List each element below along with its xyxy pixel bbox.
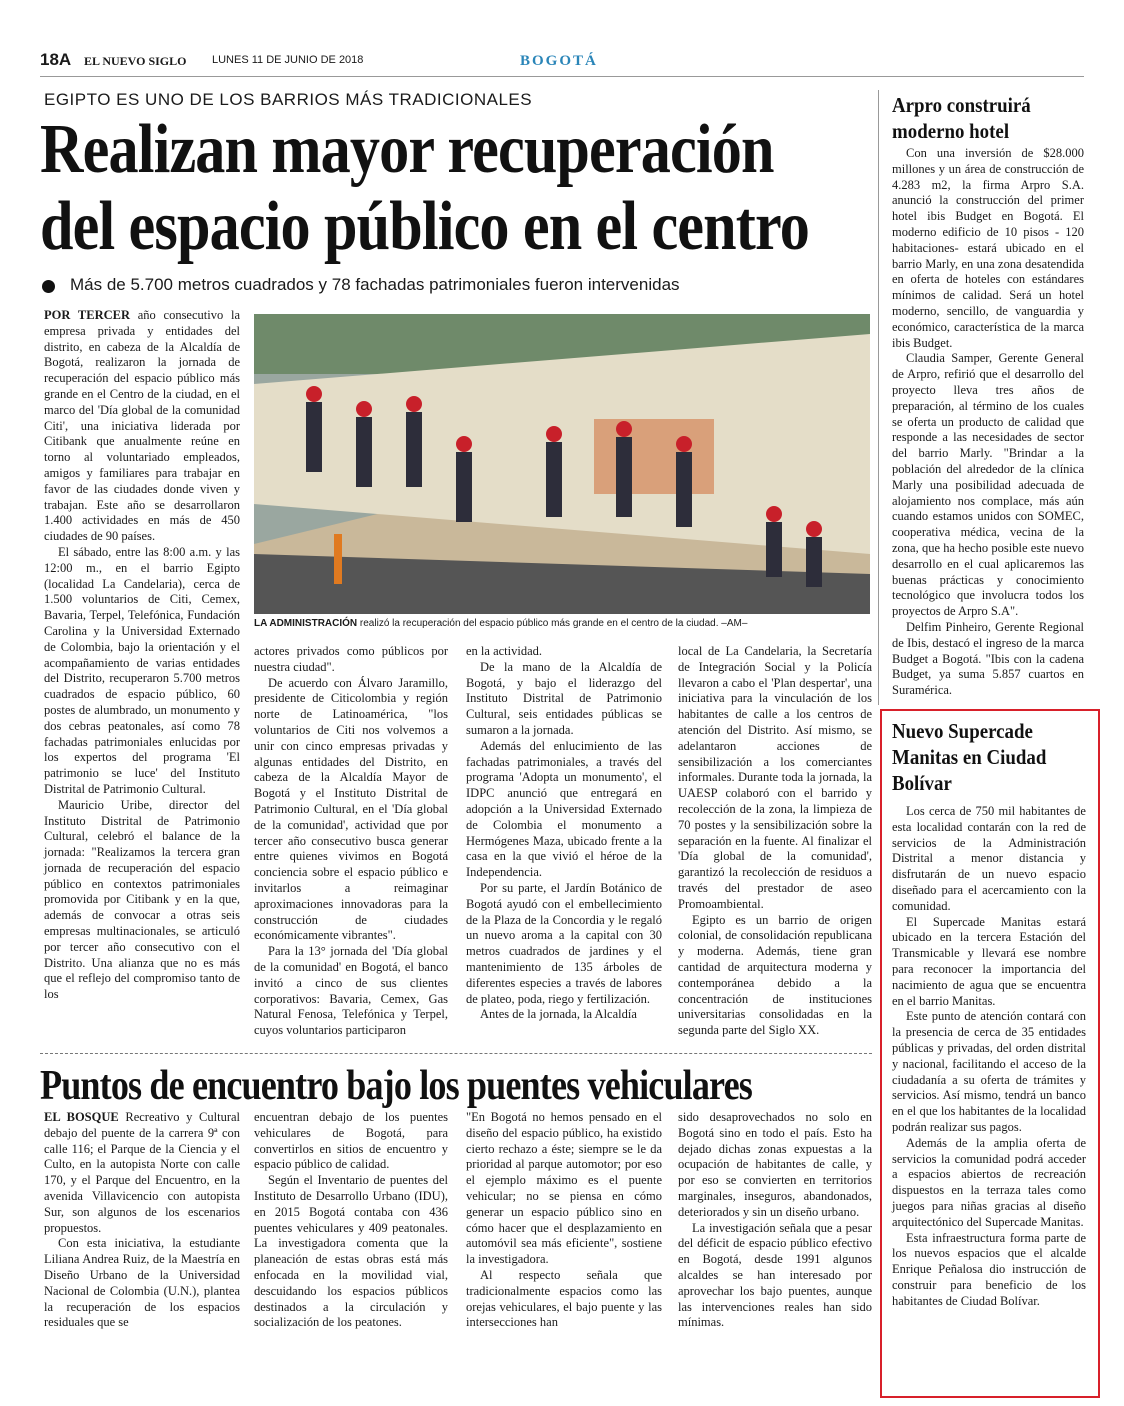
paragraph: Además de la amplia oferta de servicios la comunidad podrá acceder a espacios abiertos de recreación dispuestos en la terraza tales como juegos para niñas gracias al diseño arquitectónico del Supercade Manitas. (892, 1135, 1086, 1229)
paragraph: actores privados como públicos por nuestra ciudad". (254, 644, 448, 674)
second-column-2 (254, 1110, 448, 1331)
paragraph: El sábado, entre las 8:00 a.m. y las 12:00 m., en el barrio Egipto (localidad La Candelaria), cerca de 1.500 voluntarios de Citi, Cemex, Bavaria, Terpel, Telefónica, Fundación Carolina y la Universidad Externado de Colombia, bajo la orientación y el acompañamiento de varias entidades del Distrito, recuperaron 5.700 metros cuadrados de espacio público, 60 postes de alumbrado, un monumento y dos cebras peatonales, así como 78 fachadas patrimoniales enlucidas por los expertos del programa 'El patrimonio se luce' del Instituto Distrital de Patrimonio Cultural. (44, 544, 240, 796)
paragraph: Antes de la jornada, la Alcaldía (480, 1007, 637, 1022)
main-column-1 (44, 308, 240, 1003)
paragraph: Claudia Samper, Gerente General de Arpro, refirió que el desarrollo del proyecto lleva tres años de preparación, al término de los cuales se oferta un producto de calidad que responde a las necesidades de sector del barrio Marly. "Brindar a la población del alrededor de la clínica Marly una posibilidad adecuada de alojamiento nos complace, más aún cuando estamos unidos con SOMEC, cooperativa médica, vecina de la zona, que ha hecho posible este nuevo desarrollo en el cual aplicaremos las buenas prácticas y conocimiento tecnológico que involucra todos los proyectos de Arpro S.A". (892, 351, 1084, 619)
lead-words: POR TERCER (44, 308, 130, 322)
paragraph: Egipto es un barrio de origen colonial, de consolidación republicana y moderna. Además, tiene gran cantidad de arquitectura moderna y contemporánea debido a la concentración de instituciones universitarias consolidadas en la segunda parte del Siglo XX. (678, 912, 872, 1038)
page-header (40, 50, 1084, 76)
paragraph: Este punto de atención contará con la presencia de cerca de 35 entidades públicas y privadas, del orden distrital y nacional, facilitando el acceso de la ciudadanía a su oferta de trámites y servicios. Así mismo, tendrá un banco en el que los habitantes de la localidad podrán realizar sus pagos. (892, 1009, 1086, 1134)
bullet-icon (42, 280, 55, 293)
section-name: BOGOTÁ (520, 53, 598, 69)
paragraph: Por su parte, el Jardín Botánico de Bogotá ayudó con el embellecimiento de la Plaza de la Concordia y le regaló un nuevo aroma a la capital con 30 metros cuadrados de jardines y el mantenimiento de 135 árboles de diferentes especies a través de labores de plateo, poda, riego y fertilización. (466, 880, 662, 1006)
caption-lead: LA ADMINISTRACIÓN (254, 618, 358, 629)
paragraph: Recreativo y Cultural debajo del puente de la carrera 9ª con calle 116; el Parque de la Ciencia y el Culto, en la autopista Norte con calle 170, y el Parque del Encuentro, en la avenida Villavicencio con autopista Sur, son algunos de los escenarios propuestos. (44, 1110, 240, 1235)
paragraph: local de La Candelaria, la Secretaría de Integración Social y la Policía llevaron a cabo el 'Plan despertar', una iniciativa para la vinculación de los habitantes de calle a los centros de atención del Distrito. Así mismo, se adelantaron acciones de sensibilización a los comerciantes informales. Durante toda la jornada, la UAESP colaboró con el barrido y recolección de la zona, la limpieza de 70 postes y la sensibilización sobre la separación en la fuente. Al finalizar el 'Día global de la comunidad', garantizó la recolección de residuos a través del prestador de aseo Promoambiental. (678, 644, 872, 911)
volunteers-painting-wall-photo (254, 314, 870, 614)
sidebar1-title-line2: moderno hotel (892, 119, 1010, 143)
second-column-1 (44, 1110, 240, 1331)
paragraph: Al respecto señala que tradicionalmente espacios como las orejas vehiculares, el bajo puente y las intersecciones han (466, 1267, 662, 1330)
newspaper-name: EL NUEVO SIGLO (84, 54, 187, 68)
second-column-3 (466, 1110, 662, 1331)
header-rule (40, 76, 1084, 77)
sidebar2-body (892, 804, 1086, 1310)
sidebar1-title (892, 92, 1031, 144)
paragraph: De acuerdo con Álvaro Jaramillo, presidente de Citicolombia y región norte de Latinoamérica, "los voluntarios de Citi nos volvemos a unir con cinco empresas privadas y algunas entidades del Distrito, en cabeza de la Alcaldía Mayor de Bogotá y el Instituto Distrital de Patrimonio Cultural, en el 'Día global de la comunidad', actividad que por tercer año consecutivo busca generar entre quienes vivimos en Bogotá conciencia sobre el espacio público e invitarlos a reimaginar aproximaciones innovadoras para la construcción de ciudades económicamente vibrantes". (254, 675, 448, 943)
kicker: EGIPTO ES UNO DE LOS BARRIOS MÁS TRADICIONALES (44, 90, 533, 109)
paragraph: sido desaprovechados no solo en Bogotá sino en todo el país. Esto ha dejado dichas zonas expuestas a la ocupación de habitantes de calle, y por eso se convierten en territorios marginales, inseguros, abandonados, deteriorados y sin un diseño urbano. (678, 1110, 872, 1219)
paragraph: año consecutivo la empresa privada y entidades del distrito, en cabeza de la Alcaldía de Bogotá, realizaron la jornada de recuperación del espacio público más grande en el Centro de la ciudad, en el marco del 'Día global de la comunidad Citi', una iniciativa liderada por Citibank que anualmente reúne en torno al voluntariado empleados, amigos y familiares para trabajar en favor de las ciudades donde viven y trabajan. Este año se desarrollaron 1.400 actividades en más de 450 ciudades de 90 países. (44, 308, 240, 544)
paragraph: El Supercade Manitas estará ubicado en la tercera Estación del Transmicable y llevará ese nombre para reconocer la importancia del nacimiento de agua que se encuentra en el barrio Manitas. (892, 914, 1086, 1008)
paragraph: De la mano de la Alcaldía de Bogotá, y bajo el liderazgo del Instituto Distrital de Patrimonio Cultural, seis entidades públicas se sumaron a la jornada. (466, 659, 662, 737)
sidebar1-title-line1: Arpro construirá (892, 93, 1031, 117)
sidebar2-title (892, 718, 1046, 796)
paragraph: Además del enlucimiento de las fachadas patrimoniales, a través del programa 'Adopta un monumento', el IDPC anunció que entregará en adopción a la Universidad Externado de Colombia el monumento a Hermógenes Maza, ubicado frente a la casa en la que vivió el héroe de la Independencia. (466, 738, 662, 880)
paragraph: La investigación señala que a pesar del déficit de espacio público efectivo en Bogotá, desde 1991 algunos alcaldes se han interesado por aprovechar los bajo puentes, aunque las intervenciones reales han sido mínimas. (678, 1220, 872, 1330)
paragraph: Con esta iniciativa, la estudiante Liliana Andrea Ruiz, de la Maestría en Diseño Urbano de la Universidad Nacional de Colombia (U.N.), plantea la recuperación de los espacios residuales que se (44, 1236, 240, 1330)
caption-text: realizó la recuperación del espacio público más grande en el centro de la ciudad. –AM– (357, 618, 748, 629)
issue-date: LUNES 11 DE JUNIO DE 2018 (212, 54, 364, 66)
paragraph: Delfim Pinheiro, Gerente Regional de Ibis, destacó el ingreso de la marca Budget a Bogotá. "Ibis con la cadena Budget, ya suma 5.857 cuartos en Suramérica. (892, 619, 1084, 698)
page-number: 18A (40, 50, 72, 69)
sidebar2-title-line3: Bolívar (892, 771, 952, 795)
lead-words: EL BOSQUE (44, 1110, 119, 1124)
section-divider (40, 1053, 872, 1055)
sidebar2-title-line2: Manitas en Ciudad (892, 745, 1047, 769)
photo-caption (254, 618, 870, 629)
paragraph: en la actividad. (466, 644, 543, 658)
main-headline-line1: Realizan mayor recuperación (40, 111, 774, 188)
sidebar1-body (892, 146, 1084, 699)
main-headline-line2: del espacio público en el centro (40, 188, 809, 265)
paragraph: Los cerca de 750 mil habitantes de esta localidad contarán con la red de servicios de la Administración Distrital a menor distancia y disfrutarán de un nuevo espacio diseñado para el acercamiento con la comunidad. (892, 804, 1086, 913)
paragraph: Según el Inventario de puentes del Instituto de Desarrollo Urbano (IDU), en 2015 Bogotá contaba con 436 puentes vehiculares y 409 peatonales. La investigadora comenta que la planeación de estas obras está más enfocada en la movilidad vial, descuidando los espacios públicos destinados a la circulación y socialización de los peatones. (254, 1173, 448, 1330)
second-headline: Puntos de encuentro bajo los puentes vehiculares (40, 1063, 752, 1109)
paragraph: Con una inversión de $28.000 millones y un área de construcción de 4.283 m2, la firma Arpro S.A. anunció la construcción del primer hotel ibis Budget en Bogotá. El moderno edificio de 10 pisos - 120 habitaciones- estará ubicado en el barrio Marly, en una zona desatendida en oferta de hoteles con estándares mínimos de calidad. Será un hotel moderno, sencillo, de vanguardia y económico, característica de la marca ibis Budget. (892, 146, 1084, 350)
subheadline: Más de 5.700 metros cuadrados y 78 fachadas patrimoniales fueron intervenidas (70, 275, 680, 294)
paragraph: encuentran debajo de los puentes vehiculares de Bogotá, para convertirlos en sitios de encuentro y espacio público de calidad. (254, 1110, 448, 1172)
main-column-4 (678, 644, 872, 1039)
main-column-2 (254, 644, 448, 1039)
paragraph: Para la 13° jornada del 'Día global de la comunidad' en Bogotá, el banco invitó a cinco de sus clientes corporativos: Bavaria, Cemex, Gas Natural Fenosa, Telefónica y Terpel, cuyos voluntarios participaron (254, 944, 448, 1038)
paragraph: "En Bogotá no hemos pensado en el diseño del espacio público, ha existido cierto rechazo a éste; siempre se le da prioridad al parque automotor; por eso el ejemplo máximo es el puente vehicular; no se piensa en cómo generar un espacio público sino en cómo hacer que el desplazamiento en automóvil sea más eficiente", sostiene la investigadora. (466, 1110, 662, 1267)
sidebar-rule (878, 90, 879, 705)
paragraph: Esta infraestructura forma parte de los nuevos espacios que el alcalde Enrique Peñalosa dio instrucción de construir para beneficio de los habitantes de Ciudad Bolívar. (892, 1230, 1086, 1308)
second-column-4 (678, 1110, 872, 1331)
main-column-3 (466, 644, 662, 1023)
sidebar2-title-line1: Nuevo Supercade (892, 719, 1033, 743)
paragraph: Mauricio Uribe, director del Instituto Distrital de Patrimonio Cultural, celebró el balance de la jornada: "Realizamos la tercera gran jornada de recuperación del espacio público en contextos patrimoniales promovida por Citibank y en la que, además de convocar a otras seis empresas multinacionales, se articuló por tercer año consecutivo con el Distrito. Una alianza que no es más que el reflejo del compromiso tanto de los (44, 797, 240, 1002)
